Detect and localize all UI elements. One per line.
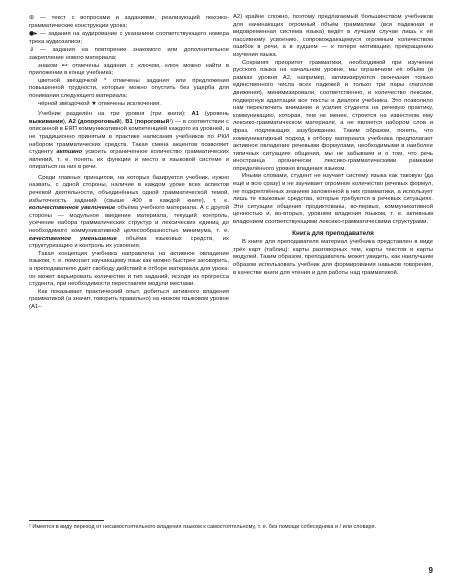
legend-audio-text: — задания на аудирование с указанием соответствующего номера трека аудиозаписи; bbox=[29, 31, 229, 45]
text-run: объёма языковых средств, их структуризацию и контроль их усвоения. bbox=[29, 235, 229, 250]
text-run: (уровень bbox=[199, 111, 229, 118]
legend-star bbox=[29, 78, 229, 101]
paragraph-practice: Как показывает практический опыт, добиться активного владения грамматикой (а значит, говорить правильно) на низком языковом уровне (А1– bbox=[29, 288, 229, 310]
text-run: ), bbox=[62, 118, 69, 125]
section-heading: Книга для преподавателя bbox=[292, 229, 374, 237]
right-column bbox=[233, 14, 433, 277]
legend-audio bbox=[29, 30, 229, 46]
text-run: ¹) — в соответствии с описанной в ЕЯП коммуникативной компетенцией каждого из уровней, а не традиционно принятым в практике написания учебников по РКИ набором грамматических средств. Такая смена акцентов позволяет студенту bbox=[29, 118, 229, 156]
text-run: А1 bbox=[191, 111, 200, 118]
legend-question-text: — текст с вопросами и заданиями, реализующий лексико-грамматические конструкции урока; bbox=[29, 15, 229, 29]
legend-repeat-text: — задания на повторение знакомого или дополнительное закрепление нового материала; bbox=[29, 47, 229, 61]
text-run: усвоить ограниченное количество грамматических явлений, т. е. понять их функции и место в языковой системе и опираться на них в речи. bbox=[29, 149, 229, 171]
text-run: Учебник разделён на три уровня (три книги): bbox=[38, 111, 192, 118]
question-icon: ⊛ bbox=[29, 14, 35, 21]
paragraph-grammar-priority: Сохраняя приоритет грамматики, необходимой при изучении русского языка на начальном уровне, мы ограничили её объём (в рамках уровня А2, например, активизируются окончания только единственного числа всех падежей и только три пары глаголов движения), минимизировали, соответственно, и количество лексики, подвергнув адаптации все тексты и диалоги учебника. Это позволило нам переключить внимание и усилия студента на речевую практику, коммуникацию, которая, тем не менее, строится на известном ему лексико-грамматическом материале, а не является набором слов и фраз, подлежащих зазубриванию. Таким образом, понять, что коммуникативный подход к отбору материала учебника предполагает активное овладение речевыми формулами, необходимыми в наиболее типичных ситуациях общения, мы не забываем и о том, что речь иностранца органически лексико-грамматическими рамками определённого уровня владения языком. bbox=[233, 59, 433, 172]
text-run: выживания bbox=[29, 118, 63, 125]
legend-black-star-lead: чёрной звёздочкой bbox=[38, 100, 90, 107]
legend-key-text: отмечены задания с ключом, ключ можно найти в приложении в конце учебника; bbox=[29, 62, 230, 77]
text-run: Среди главных принципов, на которых базируется учебник, нужно назвать, с одной стороны, наличие в каждом уроке всех аспектов речевой деятельности, объединённых одной грамматической темой, избыточность заданий (свыше 400 в каждой книге), т. е. bbox=[29, 174, 229, 204]
legend-question bbox=[29, 14, 229, 30]
star-icon: * bbox=[103, 77, 107, 84]
text-run: количественное увеличение bbox=[29, 205, 116, 212]
text-run: объёма учебного материала. А с другой стороны — модульное введение материала, текущий контроль, усечение набора грамматических структур и лексических единиц до необходимого коммуникативной целесообразностью минимума, т. е. bbox=[29, 205, 229, 235]
footnote-text: ¹ Имеется в виду переход от несамостоятельного владения языком к самостоятельному, т. е. без помощи собеседника и / или словаря. bbox=[29, 524, 377, 530]
text-run: ), bbox=[119, 118, 126, 125]
text-run: ( bbox=[132, 118, 137, 125]
repeat-icon: ⇓ bbox=[29, 46, 35, 54]
text-run: А2 (допороговый bbox=[68, 118, 120, 125]
page-number: 9 bbox=[428, 566, 433, 575]
legend-black-star-text: отмечены исключения. bbox=[98, 100, 161, 107]
paragraph-teacher-book: В книге для преподавателя материал учебника представлен в виде трёх карт (таблиц): карты разговорных тем, карты текстов и карты модулей. Таким образом, преподаватель может увидеть, как наилучшим образом использовать учебник для формирования навыков говорения, в качестве книги для чтения и для работы над грамматикой. bbox=[233, 239, 433, 276]
audio-icon: ●▸ bbox=[29, 30, 38, 38]
legend-star-text: отмечены задания или предложения повышенной трудности, которые можно опустить без ущерба для понимания следующего материала; bbox=[29, 77, 230, 99]
paragraph-principles bbox=[29, 175, 229, 251]
black-star-icon: ★ bbox=[91, 100, 97, 107]
paragraph-continuation: А2) крайне сложно, поэтому предлагаемый большинством учебников для начинающих огромный объём грамматики (вся падежная и видовременная система языка) ведёт в лучшем случае лишь к её пассивному усвоению, сопровождающемуся огромным количеством ошибок в речи, а в худшем — к потере мотивации, прекращению изучения языка. bbox=[233, 14, 433, 58]
legend-star-lead: цветной звёздочкой bbox=[38, 77, 98, 84]
key-icon: ⊷ bbox=[61, 62, 68, 69]
paragraph-in-other-words: Иными словами, студент не изучает систему языка как таковую (да ещё и всю сразу) и не заучивает огромное количество речевых формул, не подкреплённых знанием заложенной в них грамматики, а использует лишь те языковые средства, которые требуются в речевых ситуациях. Эти ситуации общения продиктованы, во-первых, коммуникативной ценностью и, во-вторых, уровнем владения языком, т. е. активным владением соответствующими лексико-грамматическими структурами. bbox=[233, 173, 433, 226]
legend-repeat bbox=[29, 46, 229, 62]
text-run: активно bbox=[56, 149, 83, 156]
legend-key bbox=[29, 63, 229, 78]
text-run: качественное уменьшение bbox=[29, 235, 117, 242]
paragraph-concept: Такая концепция учебника направлена на активное овладение языком, т. е. помогает изучающему язык как можно быстрее заговорить, а преподавателю даёт свободу действий в отборе материала для урока: он может варьировать количество и тип заданий, исходя из прогресса студента, при необходимости переставляя модули местами. bbox=[29, 250, 229, 288]
footnote bbox=[29, 524, 433, 531]
paragraph-levels bbox=[29, 111, 229, 172]
legend-black-star bbox=[29, 101, 229, 109]
legend-key-lead: знаком bbox=[38, 62, 58, 69]
text-run: пороговый bbox=[136, 118, 170, 125]
footnote-divider bbox=[29, 520, 104, 521]
left-column bbox=[29, 14, 229, 312]
text-run: В1 bbox=[125, 118, 133, 125]
